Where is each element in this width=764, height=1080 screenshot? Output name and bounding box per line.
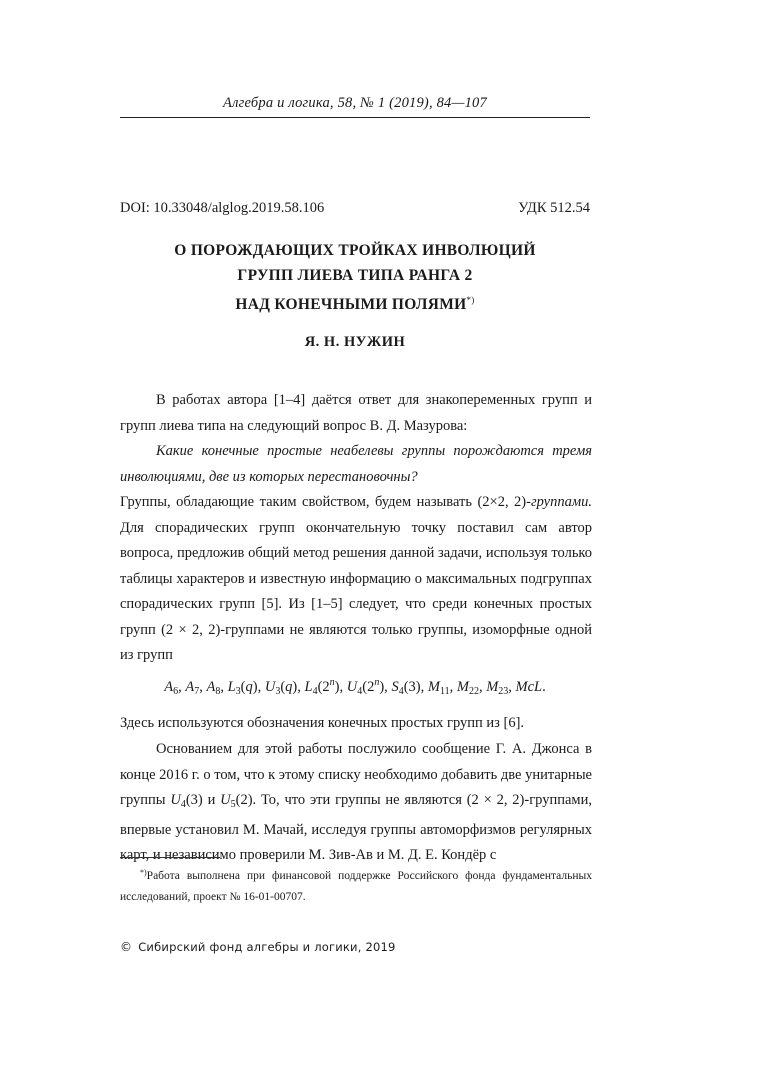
paper-title <box>120 238 590 317</box>
paragraph-2-rest: Для спорадических групп окончательную точку поставил сам автор вопроса, предложив общий метод решения данной задачи, используя только таблицы характеров и известную информацию о максимальных подгруппах спорадических групп [5]. Из [1–5] следует, что среди конечных простых групп (2 × 2, 2)-группами не являются только группы, изоморфные одной из групп <box>120 519 592 663</box>
title-line-3 <box>120 288 590 317</box>
paragraph-2-term: группами. <box>530 494 592 510</box>
paragraph-4: Основанием для этой работы послужило сообщение Г. А. Джонса в конце 2016 г. о том, что к этому списку необходимо добавить две унитарные группы $U_4(3)$ и $U_5(2)$. То, что эти группы не являются (2 × 2, 2)-группами, впервые установил М. Мачай, исследуя группы автоморфизмов регулярных карт, и независимо проверили М. Зив-Ав и М. Д. Е. Кондёр с <box>120 741 592 863</box>
doi-label: DOI: 10.33048/alglog.2019.58.106 <box>120 200 325 216</box>
paragraph-4-c: . То, что эти группы не являются (2 × 2, 2)-группами, впервые установил М. Мачай, исследуя группы автоморфизмов регулярных карт, и независимо проверили М. Зив-Ав и М. Д. Е. Кондёр с <box>120 792 592 863</box>
question-paragraph <box>120 439 592 490</box>
question-text: Какие конечные простые неабелевы группы порождаются тремя инволюциями, две из которых перестановочны? <box>120 443 592 485</box>
udk-label: УДК 512.54 <box>518 200 590 216</box>
group-list-formula: $A_6$, $A_7$, $A_8$, $L_3(q)$, $U_3(q)$, $L_4(2^n)$, $U_4(2^n)$, $S_4(3)$, $M_{11}$, $M_{22}$, $M_{23}$, McL. <box>164 677 546 697</box>
formula-item-a6: 6 <box>173 686 179 697</box>
header-rule <box>120 117 590 118</box>
title-line-2: ГРУПП ЛИЕВА ТИПА РАНГА 2 <box>237 267 473 284</box>
footnote-text: Работа выполнена при финансовой поддержке Российского фонда фундаментальных исследований, проект № 16-01-00707. <box>120 870 592 903</box>
title-footnote-mark: *) <box>466 295 475 305</box>
formula-end: . <box>542 679 546 695</box>
paragraph-2 <box>120 490 592 669</box>
paragraph-4-b: и <box>202 792 221 808</box>
footnote-rule <box>120 857 220 858</box>
paragraph-1: В работах автора [1–4] даётся ответ для знакопеременных групп и групп лиева типа на следующий вопрос В. Д. Мазурова: <box>120 392 592 434</box>
copyright-icon: © <box>120 940 133 954</box>
footnote-mark: *) <box>140 868 147 877</box>
copyright-line <box>120 940 396 954</box>
title-line-1: О ПОРОЖДАЮЩИХ ТРОЙКАХ ИНВОЛЮЦИЙ <box>174 242 536 259</box>
copyright-text: Сибирский фонд алгебры и логики, 2019 <box>138 940 396 954</box>
journal-header: Алгебра и логика, 58, № 1 (2019), 84—107 <box>223 95 487 111</box>
title-line-3-text: НАД КОНЕЧНЫМИ ПОЛЯМИ <box>235 296 467 313</box>
paragraph-3: Здесь используются обозначения конечных простых групп из [6]. <box>120 715 525 731</box>
footnote <box>120 862 592 908</box>
author-name: Я. Н. НУЖИН <box>304 334 406 350</box>
paragraph-2-start: Группы, обладающие таким свойством, будем называть (2×2, 2)- <box>120 494 531 510</box>
paragraph-4-a: Основанием для этой работы послужило сообщение Г. А. Джонса в конце 2016 г. о том, что к этому списку необходимо добавить две унитарные группы <box>120 741 592 808</box>
